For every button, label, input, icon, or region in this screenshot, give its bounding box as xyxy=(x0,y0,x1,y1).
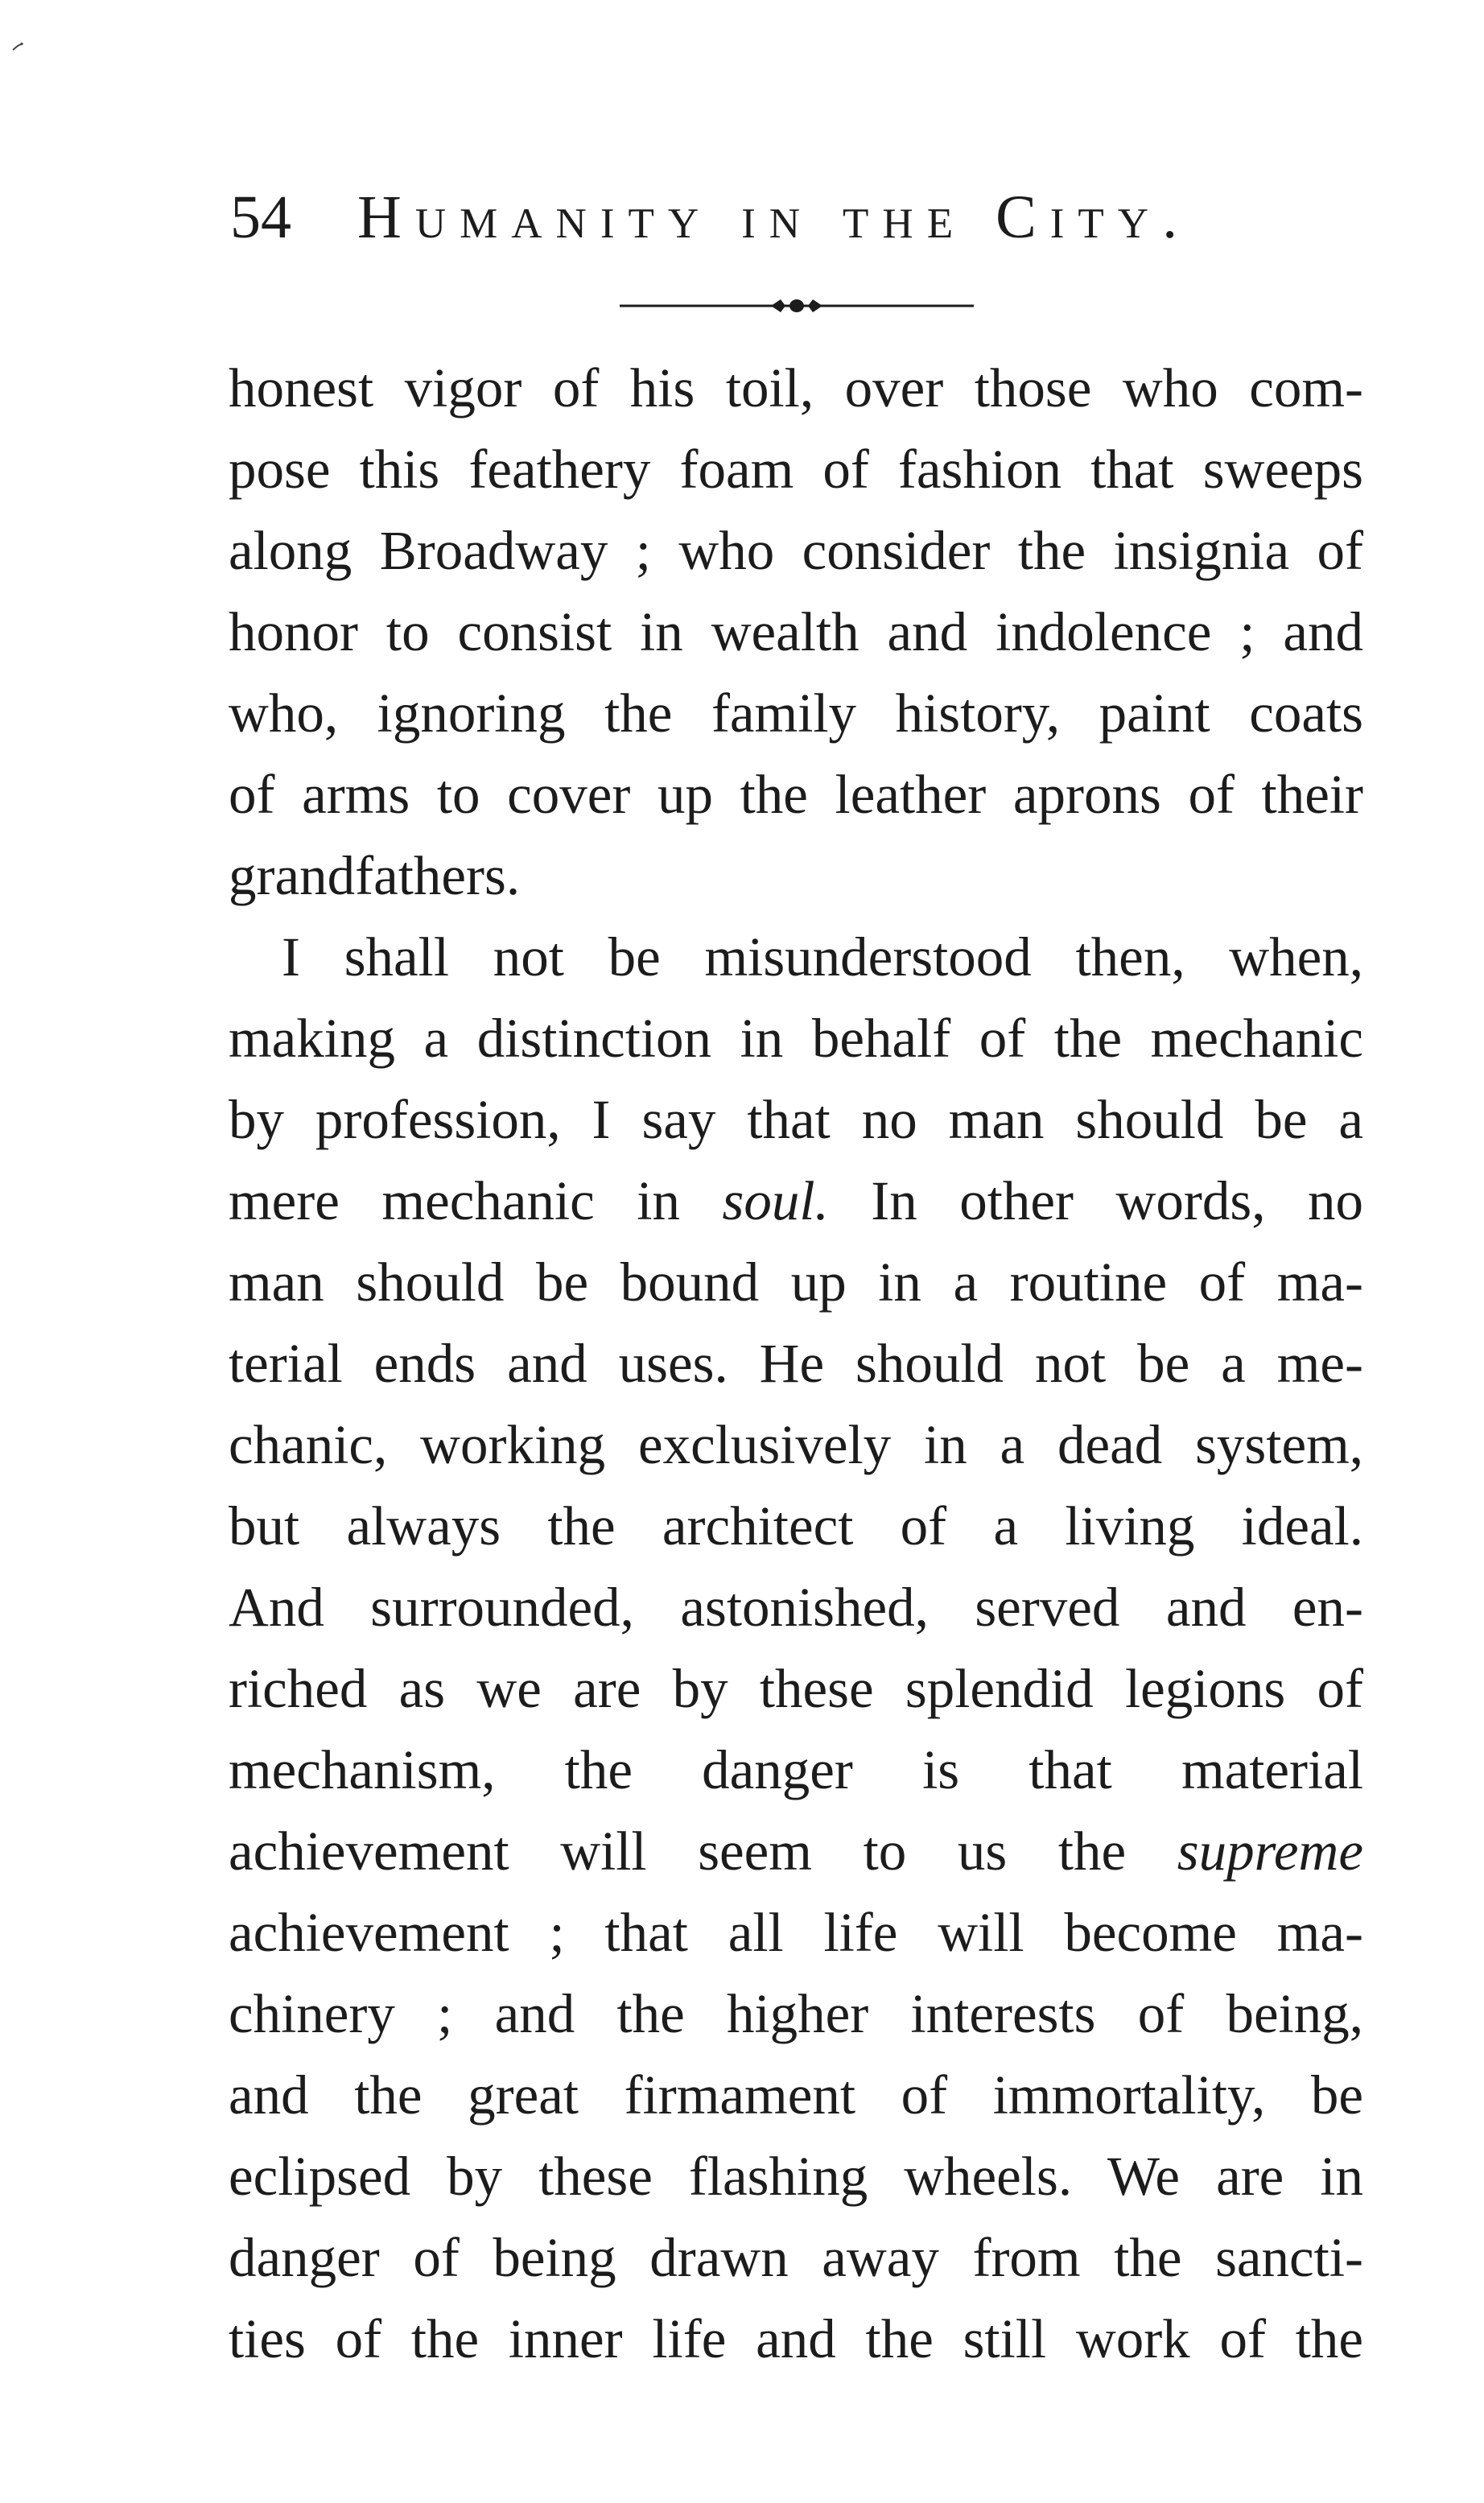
text-line: chinery ; and the higher interests of being, xyxy=(229,1983,1363,2044)
text-line: by profession, I say that no man should be a xyxy=(229,1089,1363,1150)
text-line xyxy=(229,1161,1363,1242)
text-line: ties of the inner life and the still work of the xyxy=(229,2308,1363,2369)
body-text xyxy=(229,348,1363,2380)
text-line: pose this feathery foam of fashion that sweeps xyxy=(229,439,1363,500)
text-line: I shall not be misunderstood then, when, xyxy=(282,926,1363,988)
text-run: mere mechanic in xyxy=(229,1170,723,1231)
text-line: making a distinction in behalf of the mechanic xyxy=(229,1008,1363,1069)
page-number: 54 xyxy=(230,183,291,251)
text-line: achievement ; that all life will become ma- xyxy=(229,1902,1363,1963)
text-line: terial ends and uses. He should not be a me- xyxy=(229,1333,1363,1394)
text-line: and the great firmament of immortality, be xyxy=(229,2064,1363,2126)
stray-mark xyxy=(11,42,24,52)
text-line: honor to consist in wealth and indolence ; and xyxy=(229,601,1363,662)
text-line: honest vigor of his toil, over those who com- xyxy=(229,357,1363,419)
text-line: And surrounded, astonished, served and en- xyxy=(229,1577,1363,1638)
text-run: In other words, no xyxy=(828,1170,1363,1231)
text-line: riched as we are by these splendid legions of xyxy=(229,1658,1363,1719)
text-line: mechanism, the danger is that material xyxy=(229,1739,1363,1800)
text-line: danger of being drawn away from the sancti- xyxy=(229,2227,1363,2288)
text-line: man should be bound up in a routine of ma- xyxy=(229,1252,1363,1313)
header-ornament xyxy=(620,294,974,318)
text-line: who, ignoring the family history, paint coats xyxy=(229,682,1363,744)
text-line: but always the architect of a living ideal. xyxy=(229,1495,1363,1557)
text-run: achievement will seem to us the xyxy=(229,1821,1177,1882)
page-header xyxy=(230,181,1191,254)
text-line: chanic, working exclusively in a dead system, xyxy=(229,1414,1363,1475)
paragraph-continued xyxy=(229,348,1363,917)
text-line: of arms to cover up the leather aprons of their xyxy=(229,764,1363,825)
italic-word: supreme xyxy=(1177,1821,1363,1882)
text-line: eclipsed by these flashing wheels. We are in xyxy=(229,2146,1363,2207)
running-head: Humanity in the City. xyxy=(357,183,1192,251)
text-line: along Broadway ; who consider the insignia of xyxy=(229,520,1363,581)
text-line: grandfathers. xyxy=(229,845,521,906)
paragraph-new xyxy=(229,917,1363,2380)
italic-word: soul. xyxy=(722,1170,829,1231)
text-line xyxy=(229,1811,1363,1892)
